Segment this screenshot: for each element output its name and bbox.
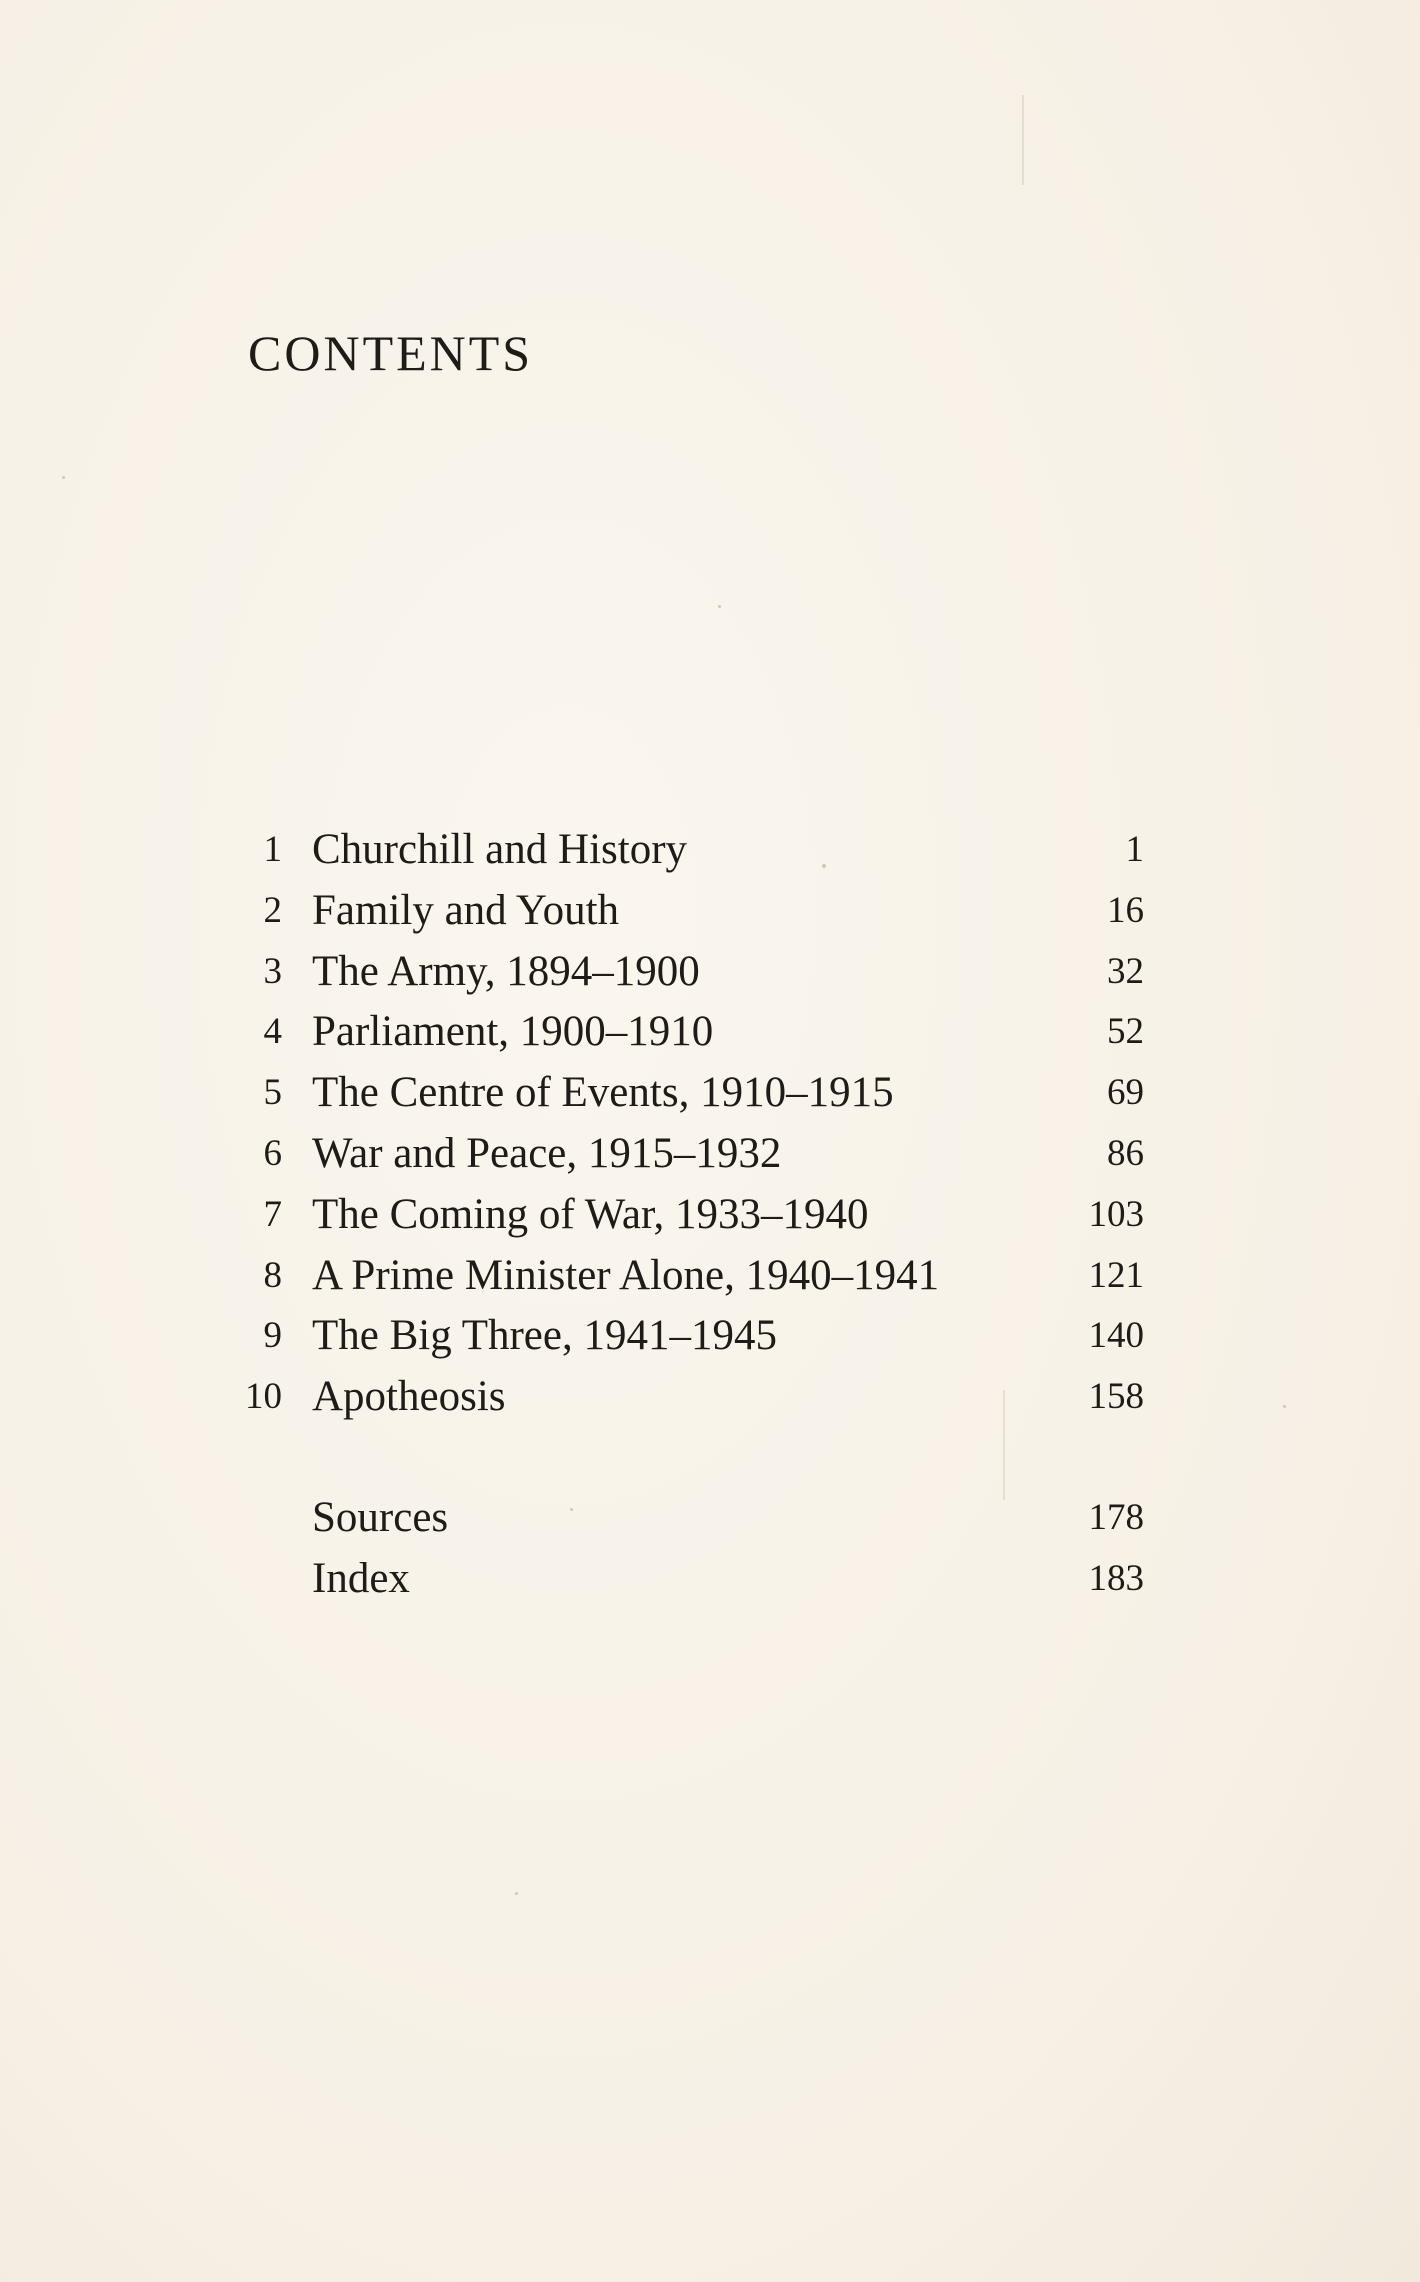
toc-entry[interactable] bbox=[230, 881, 1150, 942]
chapter-title: A Prime Minister Alone, 1940–1941 bbox=[312, 1251, 940, 1299]
chapter-title: Parliament, 1900–1910 bbox=[312, 1008, 714, 1056]
page-number: 103 bbox=[1088, 1193, 1144, 1235]
chapter-title: Family and Youth bbox=[312, 886, 620, 934]
back-matter-title: Sources bbox=[312, 1493, 449, 1541]
paper-speck bbox=[718, 605, 721, 608]
chapter-number: 3 bbox=[263, 950, 282, 992]
toc-entry[interactable] bbox=[230, 1306, 1150, 1367]
page-number: 86 bbox=[1107, 1132, 1144, 1174]
chapter-number: 7 bbox=[263, 1193, 282, 1235]
paper-speck bbox=[1283, 1405, 1286, 1408]
contents-heading: CONTENTS bbox=[248, 325, 534, 381]
chapter-number: 1 bbox=[263, 829, 282, 870]
page-number: 183 bbox=[1088, 1557, 1144, 1599]
page-number: 16 bbox=[1107, 889, 1144, 931]
page-number: 69 bbox=[1107, 1072, 1144, 1114]
chapter-number: 5 bbox=[263, 1072, 282, 1114]
chapter-number: 4 bbox=[263, 1011, 282, 1053]
toc-entry[interactable] bbox=[230, 820, 1150, 881]
chapter-title: The Army, 1894–1900 bbox=[312, 947, 700, 995]
chapter-title: Churchill and History bbox=[312, 826, 688, 873]
chapter-number: 8 bbox=[263, 1254, 282, 1296]
page-number: 121 bbox=[1088, 1254, 1144, 1296]
table-of-contents bbox=[230, 820, 1150, 1610]
paper-speck bbox=[515, 1892, 518, 1895]
paper-crease-mark bbox=[1022, 95, 1024, 185]
toc-entry[interactable] bbox=[230, 1124, 1150, 1185]
section-spacer bbox=[230, 1428, 1150, 1488]
chapter-title: Apotheosis bbox=[312, 1373, 506, 1421]
back-matter-title: Index bbox=[312, 1554, 410, 1602]
toc-entry[interactable] bbox=[230, 942, 1150, 1003]
toc-entry-index[interactable] bbox=[230, 1549, 1150, 1610]
page-number: 1 bbox=[1125, 829, 1144, 870]
toc-entry-sources[interactable] bbox=[230, 1488, 1150, 1549]
chapter-title: The Big Three, 1941–1945 bbox=[312, 1312, 777, 1360]
toc-entry[interactable] bbox=[230, 1246, 1150, 1307]
toc-entry[interactable] bbox=[230, 1367, 1150, 1428]
page-number: 140 bbox=[1088, 1315, 1144, 1357]
chapter-number: 10 bbox=[245, 1376, 282, 1418]
toc-entry[interactable] bbox=[230, 1185, 1150, 1246]
chapter-title: The Centre of Events, 1910–1915 bbox=[312, 1069, 894, 1117]
page-number: 158 bbox=[1088, 1376, 1144, 1418]
paper-speck bbox=[62, 476, 65, 479]
chapter-number: 2 bbox=[263, 889, 282, 931]
chapter-number: 9 bbox=[263, 1315, 282, 1357]
page-number: 32 bbox=[1107, 950, 1144, 992]
chapter-title: War and Peace, 1915–1932 bbox=[312, 1129, 782, 1177]
toc-entry[interactable] bbox=[230, 1063, 1150, 1124]
chapter-number: 6 bbox=[263, 1132, 282, 1174]
page-number: 178 bbox=[1088, 1496, 1144, 1538]
page-number: 52 bbox=[1107, 1011, 1144, 1053]
toc-entry[interactable] bbox=[230, 1002, 1150, 1063]
chapter-title: The Coming of War, 1933–1940 bbox=[312, 1190, 869, 1238]
